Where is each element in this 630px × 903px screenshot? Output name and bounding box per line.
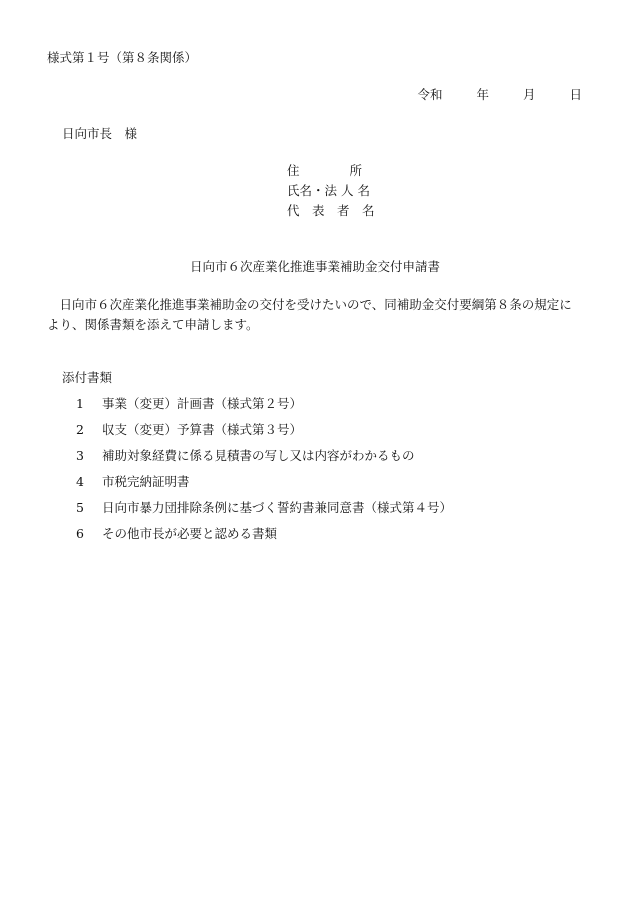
applicant-address-label: 住 所	[287, 163, 363, 178]
item-number: 5	[76, 500, 84, 515]
date-line	[418, 87, 582, 102]
item-text: 収支（変更）予算書（様式第３号）	[102, 422, 303, 437]
item-number: 4	[76, 474, 84, 489]
date-month: 月	[523, 87, 536, 102]
item-text: その他市長が必要と認める書類	[102, 526, 278, 541]
list-item	[76, 448, 452, 474]
form-number: 様式第１号（第８条関係）	[47, 50, 198, 65]
list-item	[76, 422, 452, 448]
item-number: 1	[76, 396, 84, 411]
attachments-list	[76, 396, 452, 552]
date-day: 日	[569, 87, 582, 102]
body-paragraph: 日向市６次産業化推進事業補助金の交付を受けたいので、同補助金交付要綱第８条の規定により、関係書類を添えて申請します。	[47, 297, 572, 332]
date-era: 令和	[417, 87, 443, 102]
applicant-representative-label: 代 表 者 名	[287, 203, 375, 218]
applicant-block	[287, 163, 375, 223]
applicant-name-label: 氏名・法 人 名	[287, 183, 370, 198]
list-item	[76, 474, 452, 500]
item-text: 日向市暴力団排除条例に基づく誓約書兼同意書（様式第４号）	[102, 500, 453, 515]
list-item	[76, 526, 452, 552]
attachments-heading: 添付書類	[62, 370, 113, 385]
item-number: 2	[76, 422, 84, 437]
list-item	[76, 500, 452, 526]
document-title: 日向市６次産業化推進事業補助金交付申請書	[189, 259, 440, 274]
item-text: 補助対象経費に係る見積書の写し又は内容がわかるもの	[102, 448, 415, 463]
item-number: 3	[76, 448, 84, 463]
addressee: 日向市長 様	[62, 126, 138, 141]
item-text: 事業（変更）計画書（様式第２号）	[102, 396, 303, 411]
list-item	[76, 396, 452, 422]
item-number: 6	[76, 526, 84, 541]
date-year: 年	[476, 87, 490, 102]
item-text: 市税完納証明書	[102, 474, 190, 489]
